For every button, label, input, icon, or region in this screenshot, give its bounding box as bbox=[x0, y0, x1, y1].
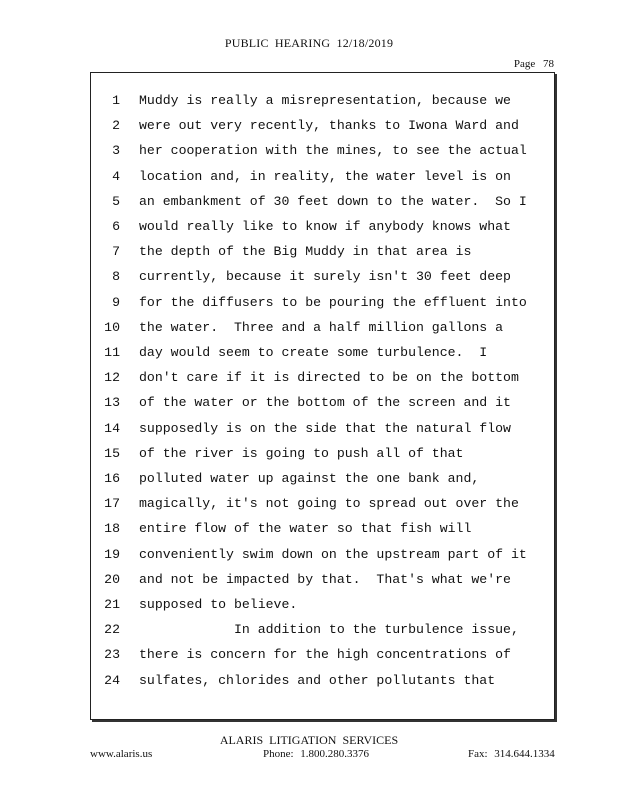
transcript-line-text: and not be impacted by that. That's what we're bbox=[139, 572, 511, 587]
page-number: Page 78 bbox=[513, 58, 554, 70]
line-number: 14 bbox=[104, 421, 120, 436]
transcript-line-text: supposedly is on the side that the natural flow bbox=[139, 421, 511, 436]
transcript-line-text: Muddy is really a misrepresentation, because we bbox=[139, 93, 511, 108]
header-title: PUBLIC HEARING 12/18/2019 bbox=[224, 36, 394, 50]
line-number: 20 bbox=[104, 572, 120, 587]
transcript-line-text: magically, it's not going to spread out over the bbox=[139, 496, 519, 511]
line-number: 11 bbox=[104, 345, 120, 360]
transcript-line-text: for the diffusers to be pouring the effluent into bbox=[139, 295, 527, 310]
line-number: 3 bbox=[112, 143, 120, 158]
line-number: 8 bbox=[112, 269, 120, 284]
line-number: 16 bbox=[104, 471, 120, 486]
transcript-line-text: currently, because it surely isn't 30 feet deep bbox=[139, 269, 511, 284]
transcript-line-text: would really like to know if anybody knows what bbox=[139, 219, 511, 234]
line-number: 18 bbox=[104, 521, 120, 536]
line-number: 12 bbox=[104, 370, 120, 385]
transcript-line-text: conveniently swim down on the upstream part of it bbox=[139, 547, 527, 562]
footer-contact-row bbox=[0, 748, 618, 764]
footer-fax: Fax: 314.644.1334 bbox=[468, 748, 555, 760]
line-number: 22 bbox=[104, 622, 120, 637]
line-number: 13 bbox=[104, 395, 120, 410]
transcript-line-text: an embankment of 30 feet down to the water. So I bbox=[139, 194, 527, 209]
transcript-line-text: day would seem to create some turbulence. I bbox=[139, 345, 488, 360]
line-number: 7 bbox=[112, 244, 120, 259]
transcript-line-text: sulfates, chlorides and other pollutants that bbox=[139, 673, 496, 688]
footer-website: www.alaris.us bbox=[90, 748, 153, 760]
line-number: 6 bbox=[112, 219, 120, 234]
transcript-line-text: of the water or the bottom of the screen and it bbox=[139, 395, 511, 410]
transcript-line-text: the water. Three and a half million gallons a bbox=[139, 320, 504, 335]
footer-company: ALARIS LITIGATION SERVICES bbox=[219, 733, 399, 747]
line-number: 24 bbox=[104, 673, 120, 688]
line-number: 9 bbox=[112, 295, 120, 310]
line-number: 1 bbox=[112, 93, 120, 108]
transcript-line-text: her cooperation with the mines, to see the actual bbox=[139, 143, 527, 158]
line-number: 4 bbox=[112, 169, 120, 184]
transcript-line-text: were out very recently, thanks to Iwona Ward and bbox=[139, 118, 519, 133]
transcript-line-text: don't care if it is directed to be on the bottom bbox=[139, 370, 519, 385]
transcript-line-text: polluted water up against the one bank and, bbox=[139, 471, 480, 486]
transcript-line-text: entire flow of the water so that fish will bbox=[139, 521, 472, 536]
transcript-line-text: location and, in reality, the water level is on bbox=[139, 169, 511, 184]
line-number: 19 bbox=[104, 547, 120, 562]
transcript-line-text: the depth of the Big Muddy in that area is bbox=[139, 244, 472, 259]
transcript-line-text: of the river is going to push all of that bbox=[139, 446, 464, 461]
transcript-line-text: In addition to the turbulence issue, bbox=[139, 622, 519, 637]
line-number: 17 bbox=[104, 496, 120, 511]
transcript-line-text: there is concern for the high concentrations of bbox=[139, 647, 511, 662]
line-number: 15 bbox=[104, 446, 120, 461]
transcript-line-text: supposed to believe. bbox=[139, 597, 298, 612]
line-number: 2 bbox=[112, 118, 120, 133]
line-number: 21 bbox=[104, 597, 120, 612]
line-number: 23 bbox=[104, 647, 120, 662]
line-number: 5 bbox=[112, 194, 120, 209]
footer-phone: Phone: 1.800.280.3376 bbox=[263, 748, 370, 760]
line-number: 10 bbox=[104, 320, 120, 335]
